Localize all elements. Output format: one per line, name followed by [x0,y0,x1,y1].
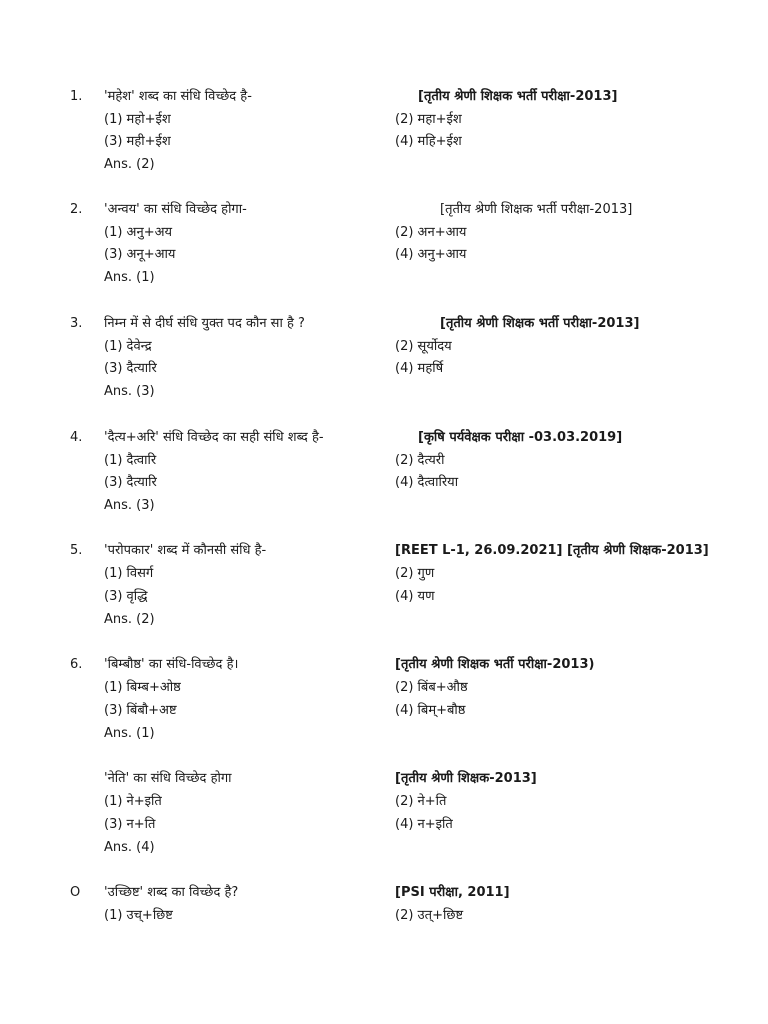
question-text: 'अन्वय' का संधि विच्छेद होगा- [104,202,247,217]
option-3: (3) बिंबौ+अष्ट [104,703,177,718]
option-2: (2) सूर्योदय [395,339,452,354]
question-source: [PSI परीक्षा, 2011] [395,885,510,900]
option-2: (2) महा+ईश [395,112,462,127]
question-source: [तृतीय श्रेणी शिक्षक भर्ती परीक्षा-2013] [440,202,633,217]
option-1: (1) अनु+अय [104,225,173,240]
answer: Ans. (2) [104,157,155,172]
option-4: (4) यण [395,589,435,604]
question-source: [कृषि पर्यवेक्षक परीक्षा -03.03.2019] [418,430,623,445]
option-3: (3) दैत्यारि [104,475,157,490]
option-1: (1) विसर्ग [104,566,154,581]
option-3: (3) अनू+आय [104,247,176,262]
question-source: [तृतीय श्रेणी शिक्षक भर्ती परीक्षा-2013) [395,657,595,672]
question-text: 'नेति' का संधि विच्छेद होगा [104,771,232,786]
question-number: 5. [70,543,83,558]
question-number: 1. [70,89,83,104]
answer: Ans. (1) [104,726,155,741]
option-3: (3) दैत्यारि [104,361,157,376]
option-1: (1) महो+ईश [104,112,171,127]
question-number: 6. [70,657,83,672]
question-text: 'दैत्य+अरि' संधि विच्छेद का सही संधि शब्द है- [104,430,324,445]
option-1: (1) ने+इति [104,794,162,809]
question-number: O [70,885,81,900]
option-3: (3) न+ति [104,817,156,832]
option-2: (2) ने+ति [395,794,447,809]
option-1: (1) दैत्वारि [104,453,157,468]
option-2: (2) दैत्यरी [395,453,445,468]
question-source: [तृतीय श्रेणी शिक्षक-2013] [395,771,537,786]
option-1: (1) देवेन्द्र [104,339,152,354]
question-text: निम्न में से दीर्घ संधि युक्त पद कौन सा है ? [104,316,305,331]
question-number: 4. [70,430,83,445]
option-4: (4) महि+ईश [395,134,462,149]
question-number: 3. [70,316,83,331]
option-4: (4) महर्षि [395,361,444,376]
option-4: (4) अनु+आय [395,247,467,262]
question-text: 'बिम्बौष्ठ' का संधि-विच्छेद है। [104,657,239,672]
option-2: (2) उत्+छिष्ट [395,908,464,923]
option-1: (1) बिम्ब+ओष्ठ [104,680,181,695]
answer: Ans. (1) [104,270,155,285]
question-number: 2. [70,202,83,217]
question-text: 'उच्छिष्ट' शब्द का विच्छेद है? [104,885,239,900]
question-text: 'महेश' शब्द का संधि विच्छेद है- [104,89,252,104]
option-3: (3) मही+ईश [104,134,171,149]
option-4: (4) न+इति [395,817,453,832]
option-4: (4) बिम्+बौष्ठ [395,703,466,718]
question-text: 'परोपकार' शब्द में कौनसी संधि है- [104,543,267,558]
option-4: (4) दैत्वारिया [395,475,459,490]
question-source: [REET L-1, 26.09.2021] [तृतीय श्रेणी शिक्षक-2013] [395,543,709,558]
option-3: (3) वृद्धि [104,589,148,604]
option-2: (2) गुण [395,566,435,581]
answer: Ans. (3) [104,384,155,399]
question-source: [तृतीय श्रेणी शिक्षक भर्ती परीक्षा-2013] [440,316,640,331]
answer: Ans. (3) [104,498,155,513]
answer: Ans. (2) [104,612,155,627]
answer: Ans. (4) [104,840,155,855]
option-2: (2) अन+आय [395,225,467,240]
option-2: (2) बिंब+औष्ठ [395,680,468,695]
option-1: (1) उच्+छिष्ट [104,908,173,923]
question-source: [तृतीय श्रेणी शिक्षक भर्ती परीक्षा-2013] [418,89,618,104]
